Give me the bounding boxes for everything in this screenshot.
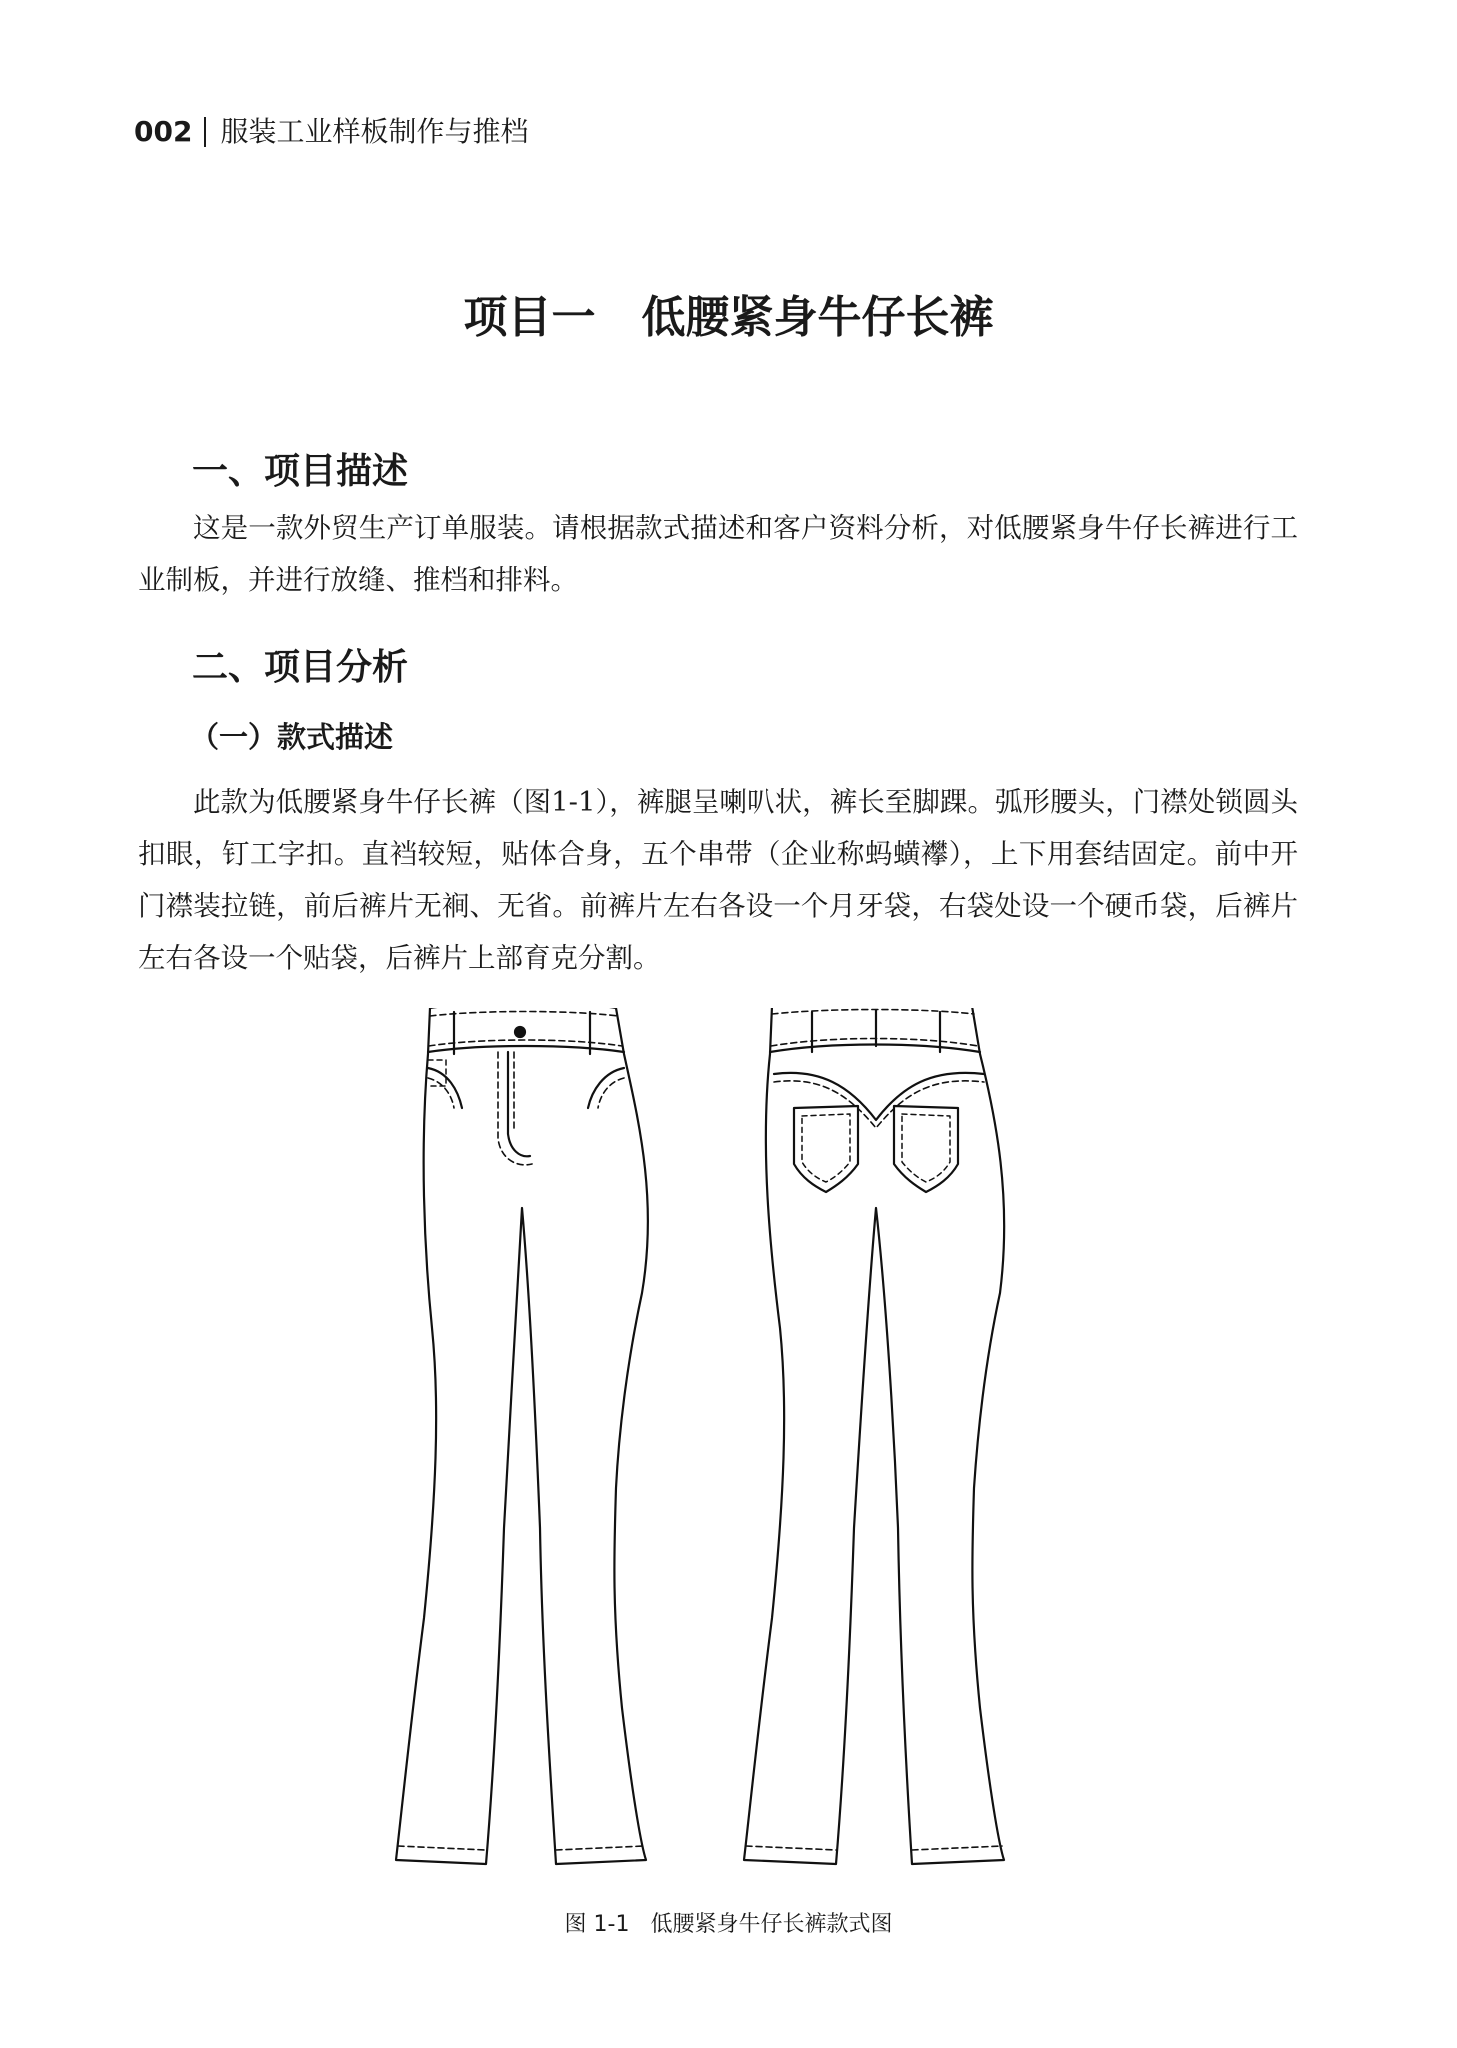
front-outline bbox=[396, 1008, 648, 1864]
back-view-jeans bbox=[744, 1008, 1004, 1864]
figure-caption: 图 1-1 低腰紧身牛仔长裤款式图 bbox=[564, 1912, 893, 1937]
subheading-style-description: （一）款式描述 bbox=[190, 720, 394, 754]
back-outline bbox=[744, 1008, 1004, 1864]
section-heading-analysis: 二、项目分析 bbox=[192, 646, 409, 688]
jeans-style-figure bbox=[390, 1008, 1050, 1876]
running-head bbox=[134, 112, 528, 152]
section-heading-description: 一、项目描述 bbox=[192, 450, 409, 492]
description-paragraph: 这是一款外贸生产订单服装。请根据款式描述和客户资料分析，对低腰紧身牛仔长裤进行工业制板，并进行放缝、推档和排料。 bbox=[138, 512, 1298, 596]
book-title: 服装工业样板制作与推档 bbox=[220, 115, 529, 148]
front-view-jeans bbox=[396, 1008, 648, 1864]
project-title: 项目一 低腰紧身牛仔长裤 bbox=[463, 292, 994, 343]
style-description-paragraph: 此款为低腰紧身牛仔长裤（图1-1），裤腿呈喇叭状，裤长至脚踝。弧形腰头，门襟处锁圆头扣眼，钉工字扣。直裆较短，贴体合身，五个串带（企业称蚂蟥襻），上下用套结固定。前中开门襟装拉链，前后裤片无裥、无省。前裤片左右各设一个月牙袋，右袋处设一个硬币袋，后裤片左右各设一个贴袋，后裤片上部育克分割。 bbox=[138, 786, 1298, 974]
jeans-sketch bbox=[390, 1008, 1050, 1876]
front-button bbox=[515, 1027, 525, 1037]
header-divider bbox=[204, 117, 206, 147]
page-number: 002 bbox=[134, 115, 193, 148]
